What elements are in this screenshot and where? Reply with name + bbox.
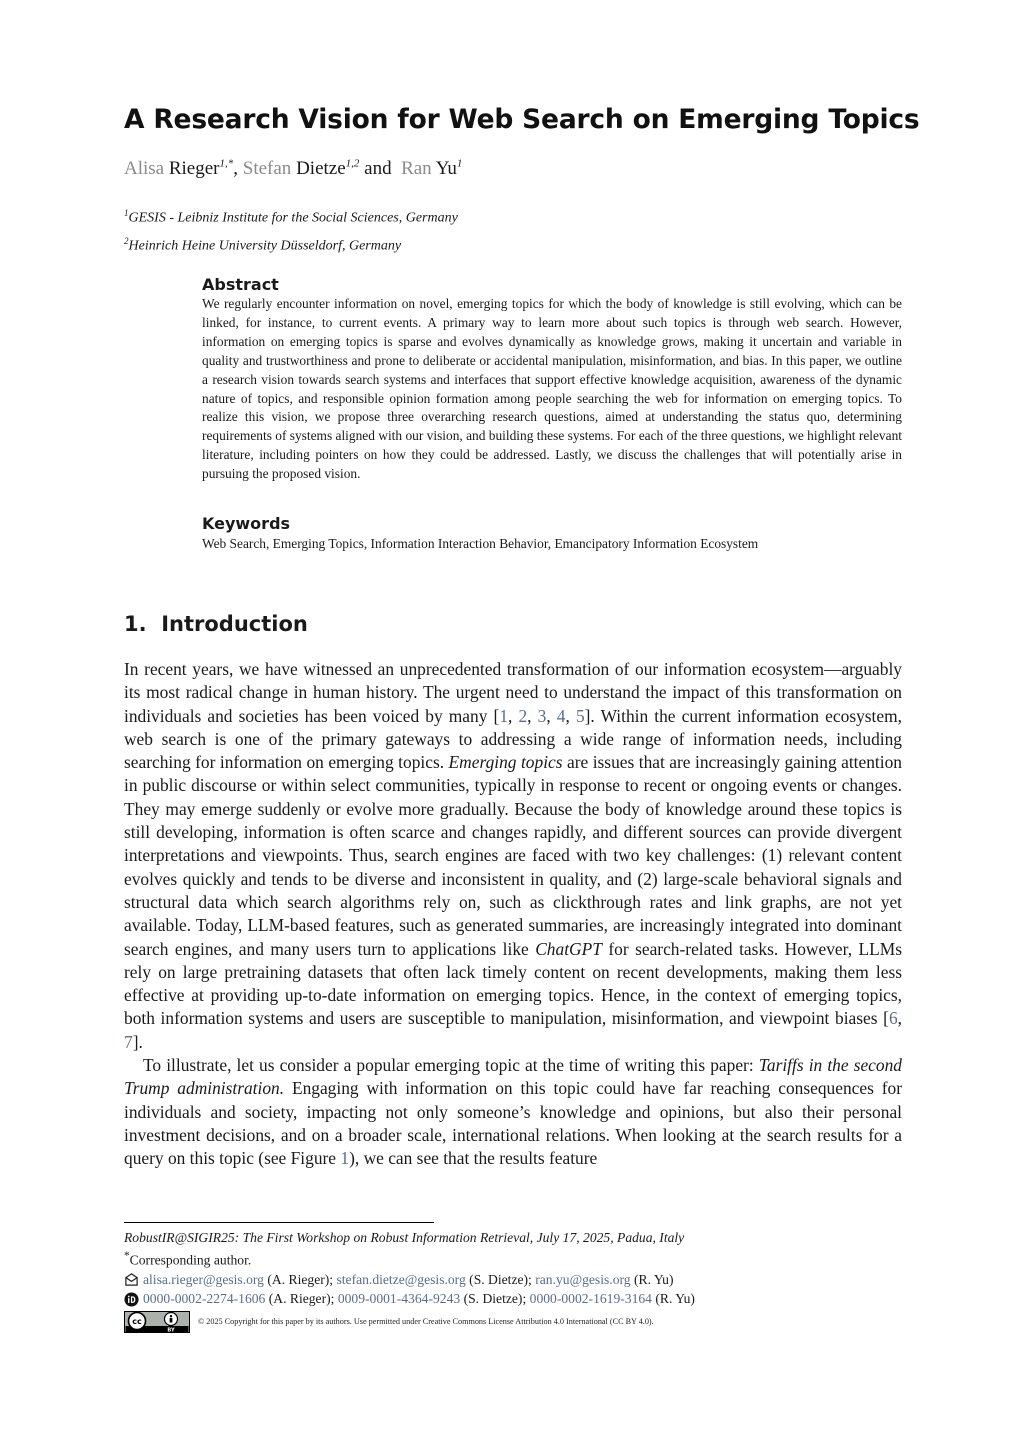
orcid-link[interactable]: 0000-0002-2274-1606 xyxy=(143,1291,266,1307)
figure-link[interactable]: 1 xyxy=(340,1148,350,1169)
email-link[interactable]: alisa.rieger@gesis.org xyxy=(143,1272,264,1288)
orcid-line: 0000-0002-2274-1606 (A. Rieger); 0009-0001-4364-9243 (S. Dietze); 0000-0002-1619-3164 (R. Yu) xyxy=(124,1289,902,1308)
paragraph: In recent years, we have witnessed an unprecedented transformation of our information ecosystem—arguably its most radical change in human history. The urgent need to understand the impact of this transformation on individuals and societies has been voiced by many [1, 2, 3, 4, 5]. Within the current information ecosystem, web search is one of the primary gateways to addressing a wide range of information needs, including searching for information on emerging topics. Emerging topics are issues that are increasingly gaining attention in public discourse or within select communities, typically in response to recent or ongoing events or changes. They may emerge suddenly or evolve more gradually. Because the body of knowledge around these topics is still developing, information is often scarce and changes rapidly, and different sources can provide divergent interpretations and viewpoints. Thus, search engines are faced with two key challenges: (1) relevant content evolves quickly and tends to be diverse and inconsistent in quality, and (2) large-scale behavioral signals and structural data which search algorithms rely on, such as clickthrough rates and link graphs, are not yet available. Today, LLM-based features, such as generated summaries, are increasingly integrated into dominant search engines, and many users turn to applications like ChatGPT for search-related tasks. However, LLMs rely on large pretraining datasets that often lack timely content on recent developments, making them less effective at providing up-to-date information on emerging topics. Hence, in the context of emerging topics, both information systems and users are susceptible to manipulation, misinformation, and viewpoint biases [6, 7]. xyxy=(124,659,902,1052)
cc-label: cc xyxy=(132,1316,142,1326)
abstract-text: We regularly encounter information on novel, emerging topics for which the body of knowledge is still evolving, which can be linked, for instance, to current events. A primary way to learn more about such topics is through web search. However, information on emerging topics is sparse and evolves dynamically as knowledge grows, making it uncertain and variable in quality and trustworthiness and prone to deliberate or accidental manipulation, misinformation, and bias. In this paper, we outline a research vision towards search systems and interfaces that support effective knowledge acquisition, awareness of the dynamic nature of topics, and responsible opinion formation among people searching the web for information on emerging topics. To realize this vision, we propose three overarching research questions, aimed at understanding the status quo, determining requirements of systems aligned with our vision, and building these systems. For each of the three questions, we highlight relevant literature, including pointers on how they could be addressed. Lastly, we discuss the challenges that will potentially arise in pursuing the proposed vision. xyxy=(202,296,902,482)
abstract-section xyxy=(202,275,902,484)
orcid-link[interactable]: 0000-0002-1619-3164 xyxy=(529,1291,652,1307)
citation-link[interactable]: 7 xyxy=(124,1031,133,1052)
keywords-heading: Keywords xyxy=(202,514,291,533)
keywords-section xyxy=(202,514,902,554)
author: Ran Yu$^1$ xyxy=(401,158,463,180)
abstract-heading: Abstract xyxy=(202,275,279,294)
corresponding-note: *Corresponding author. xyxy=(124,1250,252,1268)
email-link[interactable]: stefan.dietze@gesis.org xyxy=(336,1272,466,1288)
citation-link[interactable]: 2 xyxy=(518,705,528,726)
paragraph: To illustrate, let us consider a popular emerging topic at the time of writing this paper: Tariffs in the second Trump administration. Engaging with information on this topic could have far reaching consequences for individuals and society, impacting not only someone’s knowledge and opinions, but also their personal investment decisions, and on a broader scale, international relations. When looking at the search results for a query on this topic (see Figure 1), we can see that the results feature xyxy=(124,1055,902,1169)
cc-by-badge xyxy=(124,1311,190,1333)
orcid-icon xyxy=(124,1292,139,1307)
orcid-link[interactable]: 0009-0001-4364-9243 xyxy=(337,1291,461,1307)
affiliation: $^1$GESIS - Leibniz Institute for the Social Sciences, Germany xyxy=(124,208,458,226)
venue-note: RobustIR@SIGIR25: The First Workshop on Robust Information Retrieval, July 17, 2025, Padua, Italy xyxy=(124,1230,685,1245)
footnotes xyxy=(124,1228,902,1333)
affiliation: $^2$Heinrich Heine University Düsseldorf, Germany xyxy=(124,235,402,254)
author-list xyxy=(124,158,462,180)
email-link[interactable]: ran.yu@gesis.org xyxy=(535,1272,631,1288)
license-text: © 2025 Copyright for this paper by its authors. Use permitted under Creative Commons License Attribution 4.0 International (CC BY 4.0). xyxy=(198,1317,654,1327)
footnote-divider xyxy=(124,1222,434,1223)
citation-link[interactable]: 5 xyxy=(575,705,585,726)
license-line xyxy=(124,1311,902,1333)
email-line: alisa.rieger@gesis.org (A. Rieger); stefan.dietze@gesis.org (S. Dietze); ran.yu@gesis.org (R. Yu) xyxy=(124,1270,902,1289)
email-icon xyxy=(124,1272,139,1287)
affiliations xyxy=(124,202,458,257)
keywords-text: Web Search, Emerging Topics, Information Interaction Behavior, Emancipatory Information Ecosystem xyxy=(202,536,759,551)
author: Stefan Dietze$^{1,2}$ and xyxy=(242,158,402,180)
citation-link[interactable]: 6 xyxy=(888,1008,898,1029)
author: Alisa Rieger$^{1,*}$, xyxy=(124,158,243,180)
introduction-body xyxy=(124,658,902,1171)
citation-link[interactable]: 1 xyxy=(499,705,509,726)
citation-link[interactable]: 4 xyxy=(556,705,566,726)
by-label: BY xyxy=(167,1327,175,1333)
section-heading: 1. Introduction xyxy=(124,612,308,636)
paper-title: A Research Vision for Web Search on Emerging Topics xyxy=(124,104,920,135)
citation-link[interactable]: 3 xyxy=(537,705,547,726)
